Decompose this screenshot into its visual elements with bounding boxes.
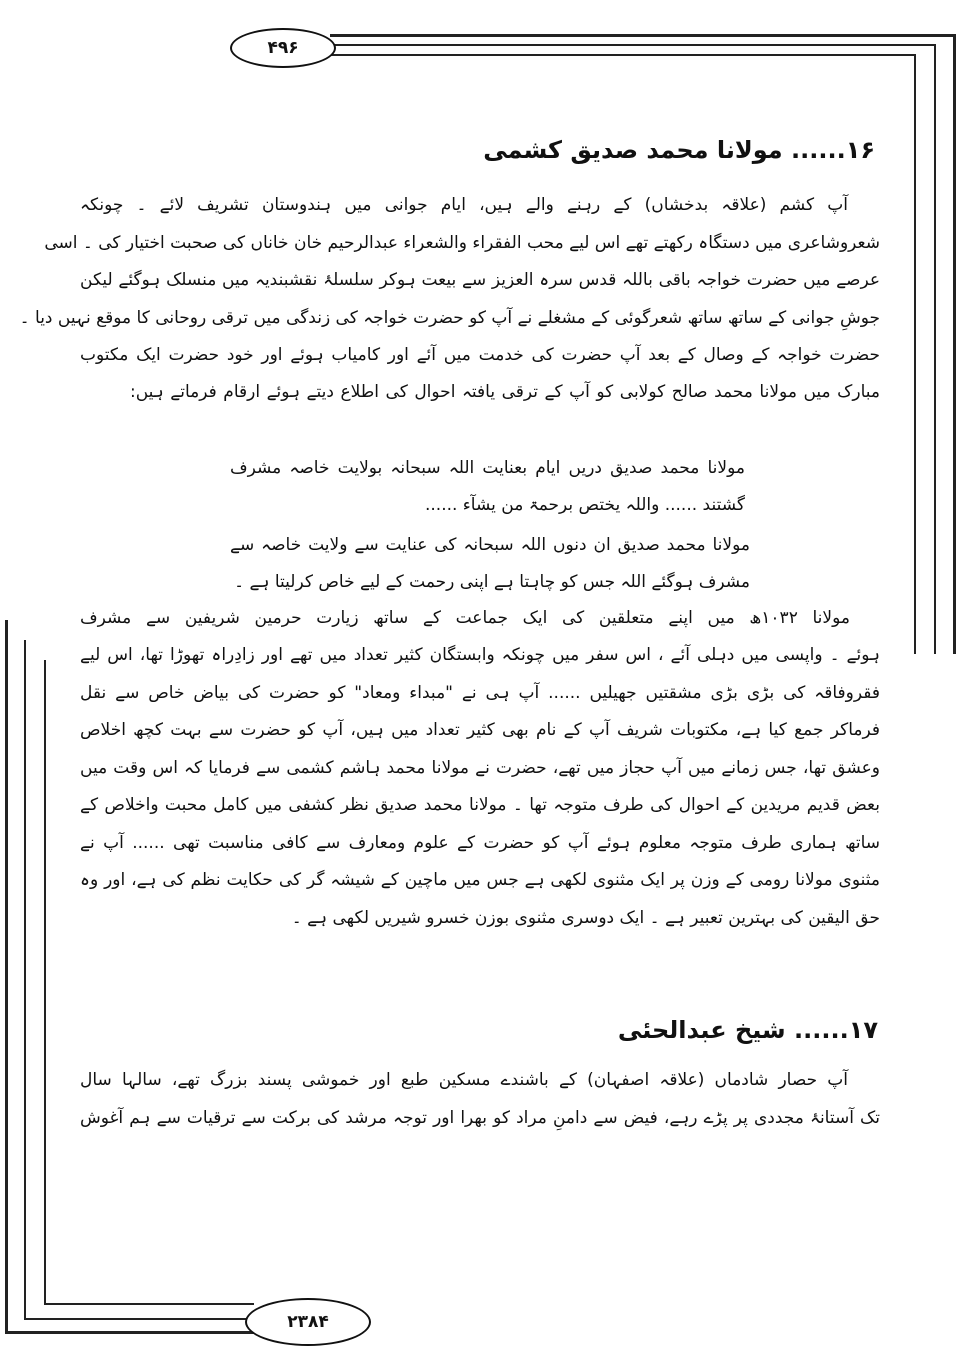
top-frame-line-outer <box>330 34 955 37</box>
paragraph-line: حق الیقین کی بہترین تعبیر ہے ۔ ایک دوسری مثنوی بوزن خسرو شیریں لکھی ہے ۔ <box>291 908 880 928</box>
top-page-number: ۴۹۶ <box>230 28 336 68</box>
quote-line: مشرف ہوگئے اللہ جس کو چاہتا ہے اپنی رحمت کے لیے خاص کرلیتا ہے ۔ <box>234 572 750 592</box>
paragraph-line: ساتھ ہماری طرف متوجہ معلوم ہوئے آپ کو حضرت کے علوم ومعارف سے کافی مناسبت تھی ...... آپ نے <box>80 833 880 853</box>
right-frame-line-outer <box>953 34 956 654</box>
top-frame-line-middle <box>330 44 935 46</box>
paragraph-line: حضرت خواجہ کے وصال کے بعد آپ حضرت کی خدمت میں آئے اور کامیاب ہوئے اور خود حضرت ایک مکتوب <box>80 345 880 365</box>
paragraph-line: جوشِ جوانی کے ساتھ ساتھ شعرگوئی کے مشغلے نے آپ کو حضرت خواجہ کی زندگی میں ترقی روحانی کا موقع نہیں دیا ۔ <box>19 308 880 328</box>
paragraph-line: مولانا ۱۰۳۲ھ میں اپنے متعلقین کی ایک جماعت کے ساتھ زیارت حرمین شریفین سے مشرف <box>80 608 851 628</box>
left-frame-line-outer <box>5 620 8 1334</box>
paragraph-line: مثنوی مولانا رومی کے وزن پر ایک مثنوی لکھی ہے جس میں ماچین کے شیشہ گر کی حکایت نظم کی ہے، اور وہ <box>80 870 880 890</box>
right-frame-line-inner <box>914 54 916 654</box>
quote-line: مولانا محمد صدیق ان دنوں اللہ سبحانہ کی عنایت سے ولایت خاصہ سے <box>230 535 750 555</box>
quote-line: گشتند ...... واللہ یختص برحمۃ من یشآء ...... <box>424 495 745 515</box>
section-heading: ۱۶...... مولانا محمد صدیق کشمی <box>483 136 875 164</box>
left-frame-line-middle <box>24 640 26 1320</box>
quote-line: مولانا محمد صدیق دریں ایام بعنایت اللہ سبحانہ بولایت خاصہ مشرف <box>230 458 745 478</box>
bottom-frame-line-inner <box>44 1303 254 1305</box>
paragraph-line: وعشق تھا، جس زمانے میں آپ حجاز میں تھے، حضرت نے مولانا محمد ہاشم کشمی سے فرمایا کہ اس وقت میں <box>80 758 880 778</box>
paragraph-line: شعروشاعری میں دستگاہ رکھتے تھے اس لیے محب الفقراء والشعراء عبدالرحیم خان خاناں کی صحبت اختیار کی ۔ اسی <box>44 233 880 253</box>
paragraph-line: تک آستانۂ مجددی پر پڑے رہے، فیض سے دامنِ مراد کو بھرا اور توجہ مرشد کی برکت سے ترقیات سے ہم آغوش <box>80 1108 880 1128</box>
bottom-frame-line-middle <box>24 1318 254 1320</box>
paragraph-line: بعض قدیم مریدین کے احوال کی طرف متوجہ تھا ۔ مولانا محمد صدیق نظر کشفی میں کامل محبت واخلاص کے <box>80 795 880 815</box>
bottom-page-number: ۲۳۸۴ <box>245 1298 371 1346</box>
paragraph-line: ہوئے ۔ واپسی میں دہلی آئے ، اس سفر میں چونکہ وابستگان کثیر تعداد میں تھے اور زادِراہ تھوڑا تھا، اس لیے <box>80 645 880 665</box>
bottom-frame-line-outer <box>5 1331 255 1334</box>
paragraph-line: فقروفاقہ کی بڑی بڑی مشقتیں جھیلیں ...... آپ ہی نے "مبداء ومعاد" کو حضرت کی بیاض خاص سے نقل <box>80 683 880 703</box>
paragraph-line: فرماکر جمع کیا ہے، مکتوبات شریف آپ کے نام بھی کثیر تعداد میں ہیں، آپ کو حضرت سے بہت کچھ اخلاص <box>80 720 880 740</box>
section-heading: ۱۷...... شیخ عبدالحئی <box>617 1016 878 1044</box>
left-frame-line-inner <box>44 660 46 1305</box>
paragraph-line: عرصے میں حضرت خواجہ باقی باللہ قدس سرہ العزیز سے بیعت ہوکر سلسلۂ نقشبندیہ میں منسلک ہوگئے لیکن <box>80 270 880 290</box>
paragraph-line: آپ کشم (علاقہ بدخشاں) کے رہنے والے ہیں، ایام جوانی میں ہندوستان تشریف لائے ۔ چونکہ <box>80 195 848 215</box>
top-frame-line-inner <box>330 54 915 56</box>
paragraph-line: آپ حصار شادماں (علاقہ اصفہان) کے باشندے مسکین طبع اور خموشی پسند بزرگ تھے، سالہا سال <box>80 1070 848 1090</box>
right-frame-line-middle <box>934 44 936 654</box>
paragraph-line: مبارک میں مولانا محمد صالح کولابی کو آپ کے ترقی یافتہ احوال کی اطلاع دیتے ہوئے ارقام فرماتے ہیں: <box>130 382 880 402</box>
